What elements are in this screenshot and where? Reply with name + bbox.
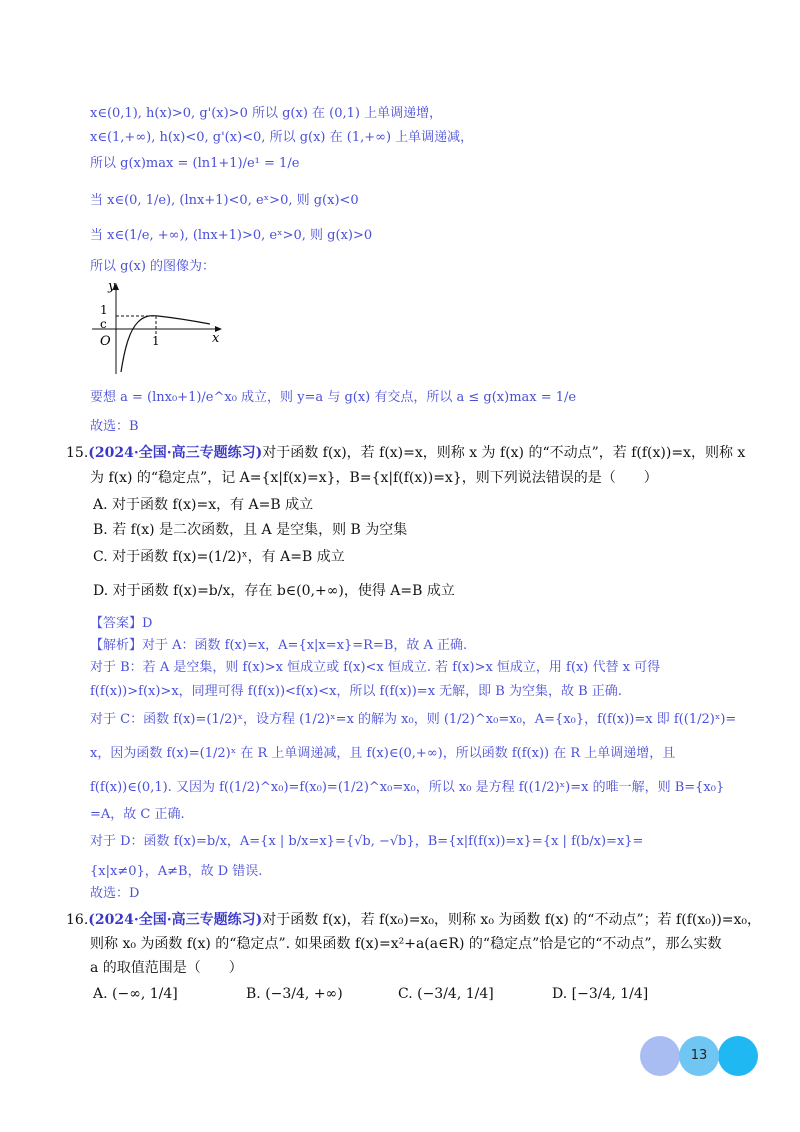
solution-line: x∈(0,1), h(x)>0, g'(x)>0 所以 g(x) 在 (0,1) 上单调递增， bbox=[90, 106, 443, 121]
option-d: D. 对于函数 f(x)=b/x，存在 b∈(0,+∞)，使得 A=B 成立 bbox=[93, 583, 455, 599]
tick-label-one-y: 1 bbox=[100, 303, 108, 317]
tick-label-one-x: 1 bbox=[152, 334, 160, 348]
analysis-line: x，因为函数 f(x)=(1/2)ˣ 在 R 上单调递减，且 f(x)∈(0,+∞)，所以函数 f(f(x)) 在 R 上单调递增，且 bbox=[90, 746, 676, 761]
question-source: (2024·全国·高三专题练习) bbox=[88, 912, 263, 928]
option-b: B. 若 f(x) 是二次函数，且 A 是空集，则 B 为空集 bbox=[93, 522, 408, 538]
analysis-line: 【解析】对于 A：函数 f(x)=x，A={x|x=x}=R=B，故 A 正确. bbox=[90, 638, 468, 653]
analysis-line: 对于 C：函数 f(x)=(1/2)ˣ，设方程 (1/2)ˣ=x 的解为 x₀，则 (1/2)^x₀=x₀，A={x₀}，f(f(x))=x 即 f((1/2)ˣ)= bbox=[90, 712, 737, 727]
option-c: C. (−3/4, 1/4] bbox=[398, 986, 494, 1002]
solution-line: 要想 a = (lnx₀+1)/e^x₀ 成立，则 y=a 与 g(x) 有交点，所以 a ≤ g(x)max = 1/e bbox=[90, 390, 577, 405]
question-16-stem bbox=[66, 909, 761, 929]
solution-line: 当 x∈(0, 1/e), (lnx+1)<0, eˣ>0, 则 g(x)<0 bbox=[90, 193, 359, 208]
origin-label: O bbox=[100, 334, 111, 349]
option-d: D. [−3/4, 1/4] bbox=[552, 986, 649, 1002]
question-stem-line: 对于函数 f(x)，若 f(x₀)=x₀，则称 x₀ 为函数 f(x) 的“不动点”；若 f(f(x₀))=x₀， bbox=[262, 912, 762, 928]
tick-label-c: c bbox=[100, 317, 107, 331]
solution-line: 当 x∈(1/e, +∞), (lnx+1)>0, eˣ>0, 则 g(x)>0 bbox=[90, 228, 373, 243]
question-stem-line: 则称 x₀ 为函数 f(x) 的“稳定点”. 如果函数 f(x)=x²+a(a∈R) 的“稳定点”恰是它的“不动点”，那么实数 bbox=[90, 936, 722, 952]
analysis-line: f(f(x))>f(x)>x，同理可得 f(f(x))<f(x)<x，所以 f(f(x))=x 无解，即 B 为空集，故 B 正确. bbox=[90, 684, 622, 699]
option-b: B. (−3/4, +∞) bbox=[246, 986, 343, 1002]
option-a: A. (−∞, 1/4] bbox=[93, 986, 178, 1002]
solution-line: 所以 g(x)max = (ln1+1)/e¹ = 1/e bbox=[90, 156, 300, 171]
function-graph bbox=[88, 278, 228, 376]
curve-g-of-x bbox=[121, 316, 210, 372]
analysis-line: =A，故 C 正确. bbox=[90, 807, 185, 822]
x-axis-label: x bbox=[212, 331, 220, 346]
question-stem-line: 为 f(x) 的“稳定点”，记 A={x|f(x)=x}，B={x|f(f(x))=x}，则下列说法错误的是（ ） bbox=[90, 470, 658, 486]
question-number: 15. bbox=[66, 445, 89, 461]
solution-line: 所以 g(x) 的图像为： bbox=[90, 259, 216, 274]
answer-label: 【答案】D bbox=[90, 616, 153, 631]
solution-line: x∈(1,+∞), h(x)<0, g'(x)<0, 所以 g(x) 在 (1,+∞) 上单调递减， bbox=[90, 130, 474, 145]
analysis-line: 对于 B：若 A 是空集，则 f(x)>x 恒成立或 f(x)<x 恒成立. 若 f(x)>x 恒成立，用 f(x) 代替 x 可得 bbox=[90, 660, 661, 675]
question-source: (2024·全国·高三专题练习) bbox=[88, 445, 263, 461]
question-stem-line: 对于函数 f(x)，若 f(x)=x，则称 x 为 f(x) 的“不动点”，若 f(f(x))=x，则称 x bbox=[262, 445, 746, 461]
solution-answer: 故选：D bbox=[90, 886, 140, 901]
option-c: C. 对于函数 f(x)=(1/2)ˣ，有 A=B 成立 bbox=[93, 549, 345, 565]
analysis-line: f(f(x))∈(0,1). 又因为 f((1/2)^x₀)=f(x₀)=(1/2)^x₀=x₀，所以 x₀ 是方程 f((1/2)ˣ)=x 的唯一解，则 B={x₀} bbox=[90, 780, 725, 795]
analysis-line: 对于 D：函数 f(x)=b/x，A={x | b/x=x}={√b, −√b}，B={x|f(f(x))=x}={x | f(b/x)=x}= bbox=[90, 834, 644, 849]
solution-answer: 故选：B bbox=[90, 419, 139, 434]
page-decor-circle-right bbox=[718, 1036, 758, 1076]
page-number: 13 bbox=[690, 1048, 708, 1063]
analysis-line: {x|x≠0}，A≠B，故 D 错误. bbox=[90, 864, 263, 879]
question-number: 16. bbox=[66, 912, 89, 928]
page-decor-circle-left bbox=[640, 1036, 680, 1076]
question-15-stem bbox=[66, 442, 745, 462]
y-axis-label: y bbox=[108, 279, 116, 294]
option-a: A. 对于函数 f(x)=x，有 A=B 成立 bbox=[93, 497, 314, 513]
question-stem-line: a 的取值范围是（ ） bbox=[90, 960, 243, 976]
